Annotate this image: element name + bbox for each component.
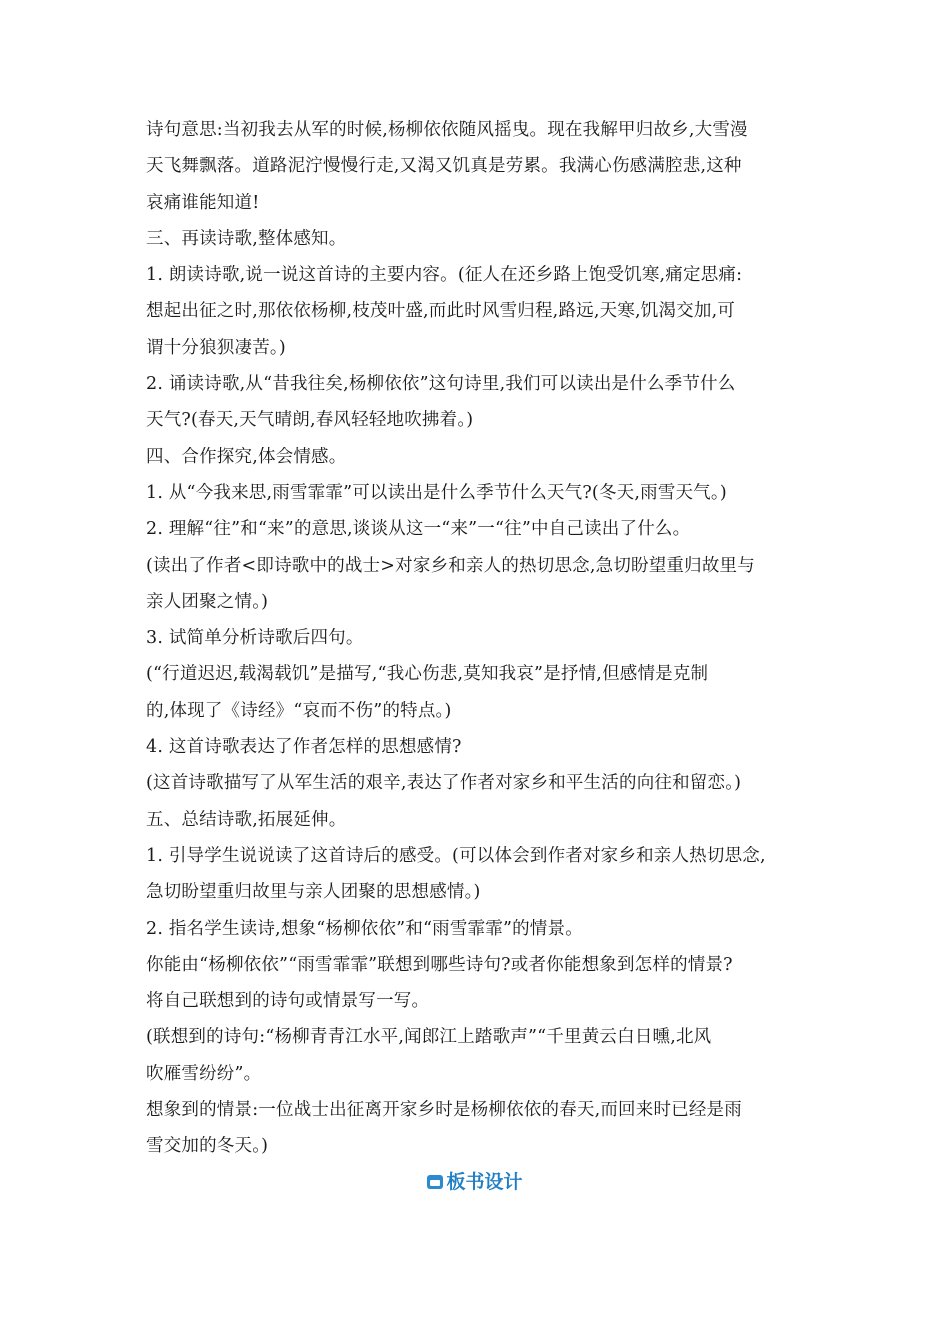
text-line: (联想到的诗句:“杨柳青青江水平,闻郎江上踏歌声”“千里黄云白日曛,北风 [146, 1027, 712, 1048]
section-heading-5: 五、总结诗歌,拓展延伸。 [146, 809, 347, 830]
text-line: 3. 试简单分析诗歌后四句。 [146, 628, 364, 649]
text-line: 1. 朗读诗歌,说一说这首诗的主要内容。(征人在还乡路上饱受饥寒,痛定思痛: [146, 265, 743, 286]
text-line: 2. 理解“往”和“来”的意思,谈谈从这一“来”一“往”中自己读出了什么。 [146, 519, 691, 540]
text-line: 2. 诵读诗歌,从“昔我往矣,杨柳依依”这句诗里,我们可以读出是什么季节什么 [146, 374, 736, 395]
section-heading-4: 四、合作探究,体会情感。 [146, 446, 347, 467]
text-line: 亲人团聚之情。) [146, 591, 269, 612]
text-line: 1. 从“今我来思,雨雪霏霏”可以读出是什么季节什么天气?(冬天,雨雪天气。) [146, 482, 727, 503]
text-line: (“行道迟迟,载渴载饥”是描写,“我心伤悲,莫知我哀”是抒情,但感情是克制 [146, 664, 709, 685]
board-design-heading [0, 1168, 950, 1196]
text-line: (这首诗歌描写了从军生活的艰辛,表达了作者对家乡和平生活的向往和留恋。) [146, 773, 742, 794]
text-line: 将自己联想到的诗句或情景写一写。 [146, 991, 430, 1012]
text-line: 的,体现了《诗经》“哀而不伤”的特点。) [146, 700, 452, 721]
section-heading-3: 三、再读诗歌,整体感知。 [146, 228, 347, 249]
text-line: 想起出征之时,那依依杨柳,枝茂叶盛,而此时风雪归程,路远,天寒,饥渴交加,可 [146, 301, 736, 322]
text-line: 吹雁雪纷纷”。 [146, 1063, 262, 1084]
text-line: 谓十分狼狈凄苦。) [146, 337, 286, 358]
board-design-title: 板书设计 [446, 1171, 523, 1193]
text-line: 想象到的情景:一位战士出征离开家乡时是杨柳依依的春天,而回来时已经是雨 [146, 1100, 742, 1121]
text-line: (读出了作者<即诗歌中的战士>对家乡和亲人的热切思念,急切盼望重归故里与 [146, 555, 755, 576]
text-line: 天气?(春天,天气晴朗,春风轻轻地吹拂着。) [146, 410, 474, 431]
text-line: 哀痛谁能知道! [146, 192, 260, 213]
text-line: 诗句意思:当初我去从军的时候,杨柳依依随风摇曳。现在我解甲归故乡,大雪漫 [146, 120, 748, 140]
text-line: 你能由“杨柳依依”“雨雪霏霏”联想到哪些诗句?或者你能想象到怎样的情景? [146, 954, 733, 975]
text-line: 急切盼望重归故里与亲人团聚的思想感情。) [146, 882, 481, 903]
text-line: 4. 这首诗歌表达了作者怎样的思想感情? [146, 737, 462, 758]
text-line: 1. 引导学生说说读了这首诗后的感受。(可以体会到作者对家乡和亲人热切思念, [146, 845, 766, 866]
text-line: 雪交加的冬天。) [146, 1136, 269, 1157]
text-line: 天飞舞飘落。道路泥泞慢慢行走,又渴又饥真是劳累。我满心伤感满腔悲,这种 [146, 156, 742, 177]
folder-icon [427, 1175, 443, 1189]
body-text [146, 112, 826, 1165]
text-line: 2. 指名学生读诗,想象“杨柳依依”和“雨雪霏霏”的情景。 [146, 918, 583, 939]
